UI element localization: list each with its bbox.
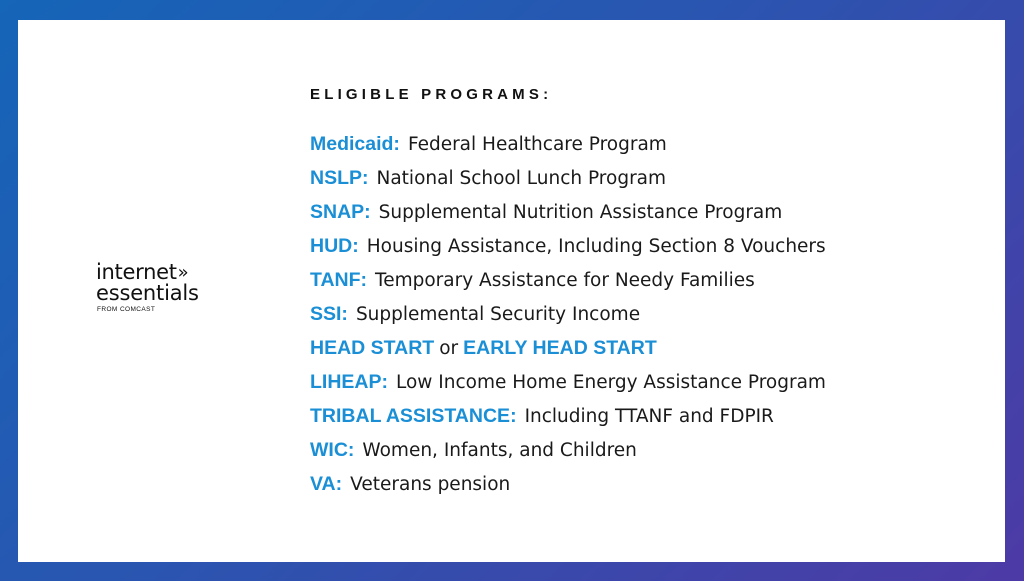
list-item-nslp (310, 161, 826, 195)
logo-subtitle: FROM COMCAST (97, 306, 156, 313)
list-item-head-start (310, 331, 826, 365)
program-description: Including TTANF and FDPIR (524, 406, 774, 427)
program-description: Women, Infants, and Children (362, 440, 637, 461)
program-abbr: Medicaid: (310, 133, 400, 155)
list-item-snap (310, 195, 826, 229)
list-item-tanf (310, 263, 826, 297)
program-description: Supplemental Security Income (355, 304, 641, 325)
program-description: Housing Assistance, Including Section 8 Vouchers (366, 236, 826, 257)
program-abbr: TANF: (310, 269, 368, 291)
program-description: Low Income Home Energy Assistance Program (396, 372, 826, 393)
list-item-ssi (310, 297, 826, 331)
program-abbr: TRIBAL ASSISTANCE: (310, 405, 517, 427)
internet-essentials-logo (96, 262, 199, 314)
program-abbr: HEAD START (310, 337, 435, 359)
program-description: Veterans pension (350, 474, 511, 495)
logo-line-essentials: essentials (96, 281, 199, 305)
logo-word-internet: internet (96, 260, 177, 284)
program-abbr: LIHEAP: (310, 371, 388, 393)
program-list (310, 127, 826, 501)
logo-line-internet (96, 262, 199, 283)
program-description: National School Lunch Program (376, 168, 667, 189)
program-abbr-secondary: EARLY HEAD START (463, 337, 657, 359)
list-item-hud (310, 229, 826, 263)
program-abbr: VA: (310, 473, 343, 495)
list-item-tribal-assistance (310, 399, 826, 433)
program-joiner: or (439, 338, 459, 359)
program-abbr: HUD: (310, 235, 359, 257)
program-description: Temporary Assistance for Needy Families (375, 270, 755, 291)
page-title: ELIGIBLE PROGRAMS: (310, 86, 553, 103)
list-item-medicaid (310, 127, 826, 161)
list-item-va (310, 467, 826, 501)
program-abbr: SSI: (310, 303, 348, 325)
program-description: Supplemental Nutrition Assistance Program (378, 202, 783, 223)
list-item-wic (310, 433, 826, 467)
content-panel (18, 20, 1005, 562)
double-chevron-icon: » (177, 262, 189, 283)
program-description: Federal Healthcare Program (407, 134, 667, 155)
program-abbr: WIC: (310, 439, 355, 461)
list-item-liheap (310, 365, 826, 399)
program-abbr: SNAP: (310, 201, 371, 223)
program-abbr: NSLP: (310, 167, 369, 189)
